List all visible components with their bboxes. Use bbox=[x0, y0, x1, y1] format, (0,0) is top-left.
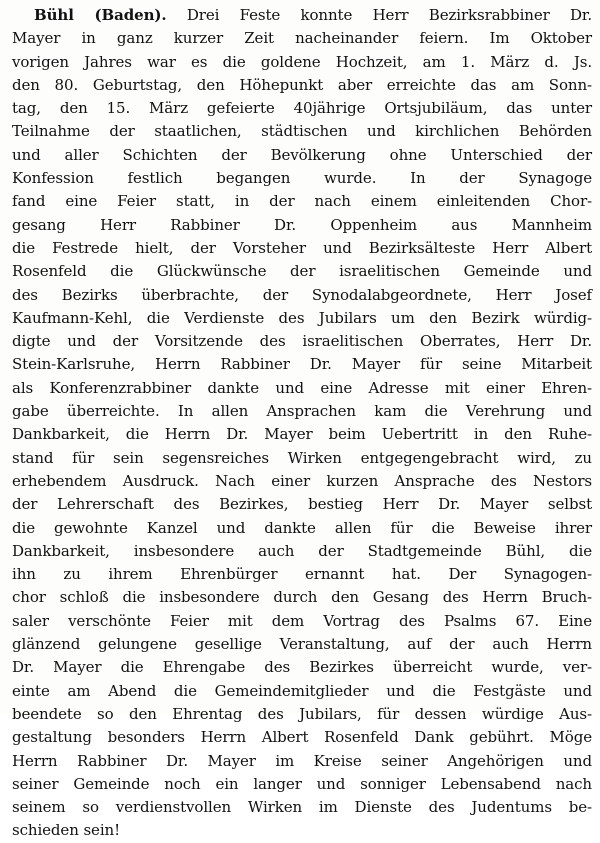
article-line: einte am Abend die Gemeindemitglieder und die Festgäste und bbox=[12, 681, 592, 700]
article-line: als Konferenzrabbiner dankte und eine Adresse mit einer Ehren- bbox=[12, 378, 592, 397]
article-line: Konfession festlich begangen wurde. In der Synagoge bbox=[12, 169, 592, 188]
article-line: der Lehrerschaft des Bezirkes, bestieg Herr Dr. Mayer selbst bbox=[12, 495, 592, 514]
article-line: Dr. Mayer die Ehrengabe des Bezirkes überreicht wurde, ver- bbox=[12, 658, 592, 677]
article-line: die gewohnte Kanzel und dankte allen für die Beweise ihrer bbox=[12, 518, 592, 537]
article-line: erhebendem Ausdruck. Nach einer kurzen Ansprache des Nestors bbox=[12, 471, 592, 490]
article-line: Herrn Rabbiner Dr. Mayer im Kreise seiner Angehörigen und bbox=[12, 751, 592, 770]
article-line: gabe überreichte. In allen Ansprachen kam die Verehrung und bbox=[12, 402, 592, 421]
article-line: Kaufmann-Kehl, die Verdienste des Jubilars um den Bezirk würdig- bbox=[12, 308, 592, 327]
article-line: ihn zu ihrem Ehrenbürger ernannt hat. Der Synagogen- bbox=[12, 565, 592, 584]
article-line: beendete so den Ehrentag des Jubilars, für dessen würdige Aus- bbox=[12, 704, 592, 723]
article-line: den 80. Geburtstag, den Höhepunkt aber erreichte das am Sonn- bbox=[12, 75, 592, 94]
article-line: Dankbarkeit, insbesondere auch der Stadtgemeinde Bühl, die bbox=[12, 541, 592, 560]
article-line bbox=[12, 4, 592, 27]
article-line: und aller Schichten der Bevölkerung ohne Unterschied der bbox=[12, 145, 592, 164]
article-line: die Festrede hielt, der Vorsteher und Bezirksälteste Herr Albert bbox=[12, 238, 592, 257]
article-line: gestaltung besonders Herrn Albert Rosenfeld Dank gebührt. Möge bbox=[12, 728, 592, 747]
article-line: chor schloß die insbesondere durch den Gesang des Herrn Bruch- bbox=[12, 588, 592, 607]
article-line-text: Drei Feste konnte Herr Bezirksrabbiner Dr. bbox=[186, 6, 593, 24]
article-line: Dankbarkeit, die Herrn Dr. Mayer beim Uebertritt in den Ruhe- bbox=[12, 425, 592, 444]
article-line: seinem so verdienstvollen Wirken im Dienste des Judentums be- bbox=[12, 798, 592, 817]
article-line: Rosenfeld die Glückwünsche der israelitischen Gemeinde und bbox=[12, 262, 592, 281]
article-line: Stein-Karlsruhe, Herrn Rabbiner Dr. Mayer für seine Mitarbeit bbox=[12, 355, 592, 374]
article-line: fand eine Feier statt, in der nach einem einleitenden Chor- bbox=[12, 192, 592, 211]
article-line: glänzend gelungene gesellige Veranstaltung, auf der auch Herrn bbox=[12, 635, 592, 654]
article-line: seiner Gemeinde noch ein langer und sonniger Lebensabend nach bbox=[12, 774, 592, 793]
article-line: Mayer in ganz kurzer Zeit nacheinander feiern. Im Oktober bbox=[12, 29, 592, 48]
article-line: gesang Herr Rabbiner Dr. Oppenheim aus Mannheim bbox=[12, 215, 592, 234]
article-line: digte und der Vorsitzende des israelitischen Oberrates, Herr Dr. bbox=[12, 332, 592, 351]
article-line: tag, den 15. März gefeierte 40jährige Ortsjubiläum, das unter bbox=[12, 99, 592, 118]
article-line: vorigen Jahres war es die goldene Hochzeit, am 1. März d. Js. bbox=[12, 52, 592, 71]
article-line: Teilnahme der staatlichen, städtischen und kirchlichen Behörden bbox=[12, 122, 592, 141]
article-line: saler verschönte Feier mit dem Vortrag des Psalms 67. Eine bbox=[12, 611, 592, 630]
article-headline: Bühl (Baden). bbox=[34, 6, 167, 24]
article-line: schieden sein! bbox=[12, 821, 121, 840]
article-body bbox=[12, 4, 592, 843]
article-line: stand für sein segensreiches Wirken entgegengebracht wird, zu bbox=[12, 448, 592, 467]
article-line: des Bezirks überbrachte, der Synodalabgeordnete, Herr Josef bbox=[12, 285, 592, 304]
